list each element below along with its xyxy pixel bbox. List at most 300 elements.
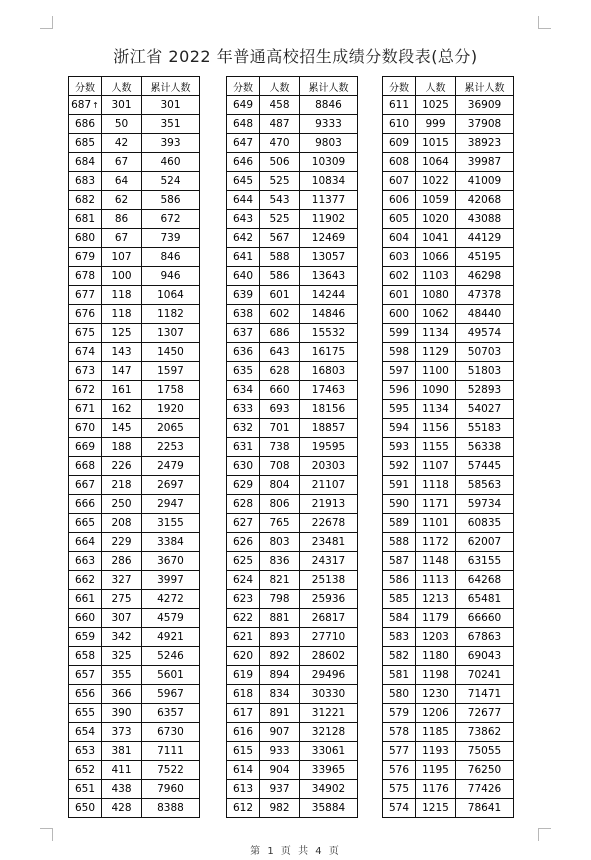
score-cell <box>69 552 102 571</box>
score-cell-value: 604 <box>388 232 410 244</box>
table-row <box>227 305 358 324</box>
count-cell-value: 904 <box>269 764 290 776</box>
score-cell-value: 666 <box>74 498 96 510</box>
score-cell-value: 641 <box>232 251 254 263</box>
score-cell <box>69 628 102 647</box>
score-cell-value: 651 <box>74 783 96 795</box>
cumulative-cell <box>300 115 358 134</box>
count-cell-value: 738 <box>269 441 290 453</box>
table-row <box>227 400 358 419</box>
cumulative-cell-value: 52893 <box>467 384 502 396</box>
score-cell-value: 596 <box>388 384 410 396</box>
cumulative-cell-value: 12469 <box>311 232 346 244</box>
score-cell <box>69 248 102 267</box>
count-cell-value: 62 <box>114 194 129 206</box>
cumulative-cell-value: 10834 <box>311 175 346 187</box>
cumulative-cell <box>300 400 358 419</box>
cumulative-cell <box>456 115 514 134</box>
score-cell-value: 656 <box>74 688 96 700</box>
table-row <box>383 248 514 267</box>
table-row <box>69 419 200 438</box>
cumulative-cell-value: 65481 <box>467 593 502 605</box>
cumulative-cell-value: 2479 <box>157 460 184 472</box>
score-cell <box>69 153 102 172</box>
table-row <box>69 305 200 324</box>
cumulative-cell-value: 393 <box>160 137 181 149</box>
cumulative-cell <box>300 476 358 495</box>
score-cell-value: 575 <box>388 783 410 795</box>
score-cell-value: 685 <box>74 137 96 149</box>
score-cell-value: 615 <box>232 745 254 757</box>
cumulative-cell <box>456 495 514 514</box>
count-cell <box>102 571 142 590</box>
table-row <box>383 780 514 799</box>
count-cell-value: 147 <box>111 365 132 377</box>
score-cell <box>69 609 102 628</box>
score-cell <box>383 742 416 761</box>
cumulative-cell <box>300 780 358 799</box>
cumulative-cell <box>142 457 200 476</box>
count-cell-value: 1118 <box>422 479 449 491</box>
score-cell-value: 598 <box>388 346 410 358</box>
score-cell <box>227 419 260 438</box>
score-cell <box>69 723 102 742</box>
count-cell-value: 1171 <box>422 498 449 510</box>
count-cell <box>102 495 142 514</box>
table-row <box>227 609 358 628</box>
count-cell <box>102 362 142 381</box>
header-cumulative: 累计人数 <box>300 77 358 96</box>
score-cell-value: 619 <box>232 669 254 681</box>
table-row <box>383 723 514 742</box>
cumulative-cell <box>300 628 358 647</box>
cumulative-cell-value: 351 <box>160 118 181 130</box>
cumulative-cell-value: 75055 <box>467 745 502 757</box>
cumulative-cell-value: 30330 <box>311 688 346 700</box>
score-cell-value: 658 <box>74 650 96 662</box>
score-cell-value: 595 <box>388 403 410 415</box>
score-cell-value: 583 <box>388 631 410 643</box>
cumulative-cell <box>456 210 514 229</box>
score-cell-value: 588 <box>388 536 410 548</box>
score-cell <box>383 419 416 438</box>
score-cell <box>69 514 102 533</box>
score-cell-value: 625 <box>232 555 254 567</box>
count-cell <box>102 191 142 210</box>
cumulative-cell <box>456 381 514 400</box>
score-cell <box>227 381 260 400</box>
cumulative-cell-value: 26817 <box>311 612 346 624</box>
count-cell-value: 67 <box>114 156 129 168</box>
score-cell <box>69 115 102 134</box>
score-cell-value: 589 <box>388 517 410 529</box>
cumulative-cell-value: 17463 <box>311 384 346 396</box>
cumulative-cell <box>300 381 358 400</box>
count-cell-value: 428 <box>111 802 132 814</box>
cumulative-cell-value: 72677 <box>467 707 502 719</box>
cumulative-cell <box>456 723 514 742</box>
cumulative-cell-value: 1597 <box>157 365 184 377</box>
count-cell <box>260 343 300 362</box>
table-row <box>383 590 514 609</box>
count-cell-value: 601 <box>269 289 290 301</box>
count-cell <box>416 609 456 628</box>
cumulative-cell <box>456 628 514 647</box>
count-cell <box>260 419 300 438</box>
cumulative-cell <box>300 305 358 324</box>
count-cell-value: 891 <box>269 707 290 719</box>
cumulative-cell <box>142 533 200 552</box>
count-cell-value: 1062 <box>422 308 449 320</box>
score-cell <box>69 761 102 780</box>
cumulative-cell-value: 20303 <box>311 460 346 472</box>
cumulative-cell-value: 33965 <box>311 764 346 776</box>
table-row <box>227 134 358 153</box>
cumulative-cell-value: 19595 <box>311 441 346 453</box>
table-row <box>383 305 514 324</box>
score-cell <box>69 134 102 153</box>
count-cell <box>260 229 300 248</box>
score-cell <box>69 495 102 514</box>
score-cell <box>227 229 260 248</box>
score-cell <box>227 267 260 286</box>
score-cell-value: 574 <box>388 802 410 814</box>
cumulative-cell <box>300 457 358 476</box>
cumulative-cell-value: 8846 <box>315 99 342 111</box>
count-cell-value: 1185 <box>422 726 449 738</box>
score-cell <box>227 400 260 419</box>
count-cell <box>416 172 456 191</box>
count-cell <box>260 514 300 533</box>
header-score: 分数 <box>227 77 260 96</box>
count-cell-value: 1103 <box>422 270 449 282</box>
score-cell-value: 653 <box>74 745 96 757</box>
cumulative-cell-value: 18156 <box>311 403 346 415</box>
header-score: 分数 <box>383 77 416 96</box>
footer-total-pages: 4 <box>315 846 324 857</box>
score-cell <box>227 666 260 685</box>
cumulative-cell-value: 25138 <box>311 574 346 586</box>
cumulative-cell <box>142 172 200 191</box>
table-row <box>69 761 200 780</box>
score-cell <box>227 723 260 742</box>
count-cell <box>102 628 142 647</box>
score-cell <box>383 286 416 305</box>
table-row <box>69 248 200 267</box>
score-cell-value: 662 <box>74 574 96 586</box>
count-cell <box>416 134 456 153</box>
score-cell <box>383 381 416 400</box>
count-cell <box>102 780 142 799</box>
score-cell-value: 600 <box>388 308 410 320</box>
count-cell <box>102 761 142 780</box>
cumulative-cell <box>456 248 514 267</box>
footer-page-number: 1 <box>267 846 276 857</box>
cumulative-cell <box>142 286 200 305</box>
score-cell-value: 652 <box>74 764 96 776</box>
table-row <box>69 115 200 134</box>
count-cell <box>416 267 456 286</box>
cumulative-cell-value: 39987 <box>467 156 502 168</box>
count-cell-value: 1015 <box>422 137 449 149</box>
score-cell-value: 647 <box>232 137 254 149</box>
count-cell <box>102 305 142 324</box>
score-cell-value: 599 <box>388 327 410 339</box>
cumulative-cell-value: 946 <box>160 270 181 282</box>
count-cell <box>260 210 300 229</box>
table-row <box>227 799 358 818</box>
count-cell-value: 588 <box>269 251 290 263</box>
count-cell-value: 708 <box>269 460 290 472</box>
cumulative-cell-value: 64268 <box>467 574 502 586</box>
cumulative-cell-value: 2697 <box>157 479 184 491</box>
score-cell-value: 680 <box>74 232 96 244</box>
header-score: 分数 <box>69 77 102 96</box>
table-row <box>383 191 514 210</box>
cumulative-cell-value: 78641 <box>467 802 502 814</box>
count-cell-value: 107 <box>111 251 132 263</box>
cumulative-cell-value: 35884 <box>311 802 346 814</box>
cumulative-cell <box>456 780 514 799</box>
cumulative-cell <box>142 761 200 780</box>
score-cell-value: 609 <box>388 137 410 149</box>
score-cell <box>383 267 416 286</box>
cumulative-cell-value: 672 <box>160 213 181 225</box>
score-cell <box>69 666 102 685</box>
score-cell-value: 581 <box>388 669 410 681</box>
count-cell-value: 188 <box>111 441 132 453</box>
count-cell <box>102 343 142 362</box>
cumulative-cell-value: 5601 <box>157 669 184 681</box>
table-row <box>227 533 358 552</box>
count-cell-value: 390 <box>111 707 132 719</box>
score-cell <box>69 533 102 552</box>
table-row <box>69 723 200 742</box>
score-cell-value: 580 <box>388 688 410 700</box>
table-row <box>383 457 514 476</box>
count-cell <box>102 799 142 818</box>
score-cell <box>383 457 416 476</box>
score-cell <box>69 419 102 438</box>
table-row <box>383 799 514 818</box>
count-cell-value: 937 <box>269 783 290 795</box>
table-row <box>69 362 200 381</box>
table-row <box>69 96 200 115</box>
count-cell-value: 229 <box>111 536 132 548</box>
count-cell-value: 1206 <box>422 707 449 719</box>
count-cell <box>260 571 300 590</box>
table-row <box>227 761 358 780</box>
count-cell <box>102 476 142 495</box>
score-cell <box>383 799 416 818</box>
score-cell-value: 626 <box>232 536 254 548</box>
cumulative-cell-value: 22678 <box>311 517 346 529</box>
score-cell-value: 629 <box>232 479 254 491</box>
cumulative-cell <box>142 153 200 172</box>
cumulative-cell <box>456 533 514 552</box>
table-row <box>227 476 358 495</box>
count-cell-value: 602 <box>269 308 290 320</box>
page-footer <box>0 842 591 857</box>
cumulative-cell <box>142 115 200 134</box>
count-cell-value: 118 <box>111 289 132 301</box>
count-cell-value: 821 <box>269 574 290 586</box>
score-cell <box>69 438 102 457</box>
score-cell <box>227 457 260 476</box>
count-cell-value: 325 <box>111 650 132 662</box>
count-cell <box>416 362 456 381</box>
count-cell <box>416 115 456 134</box>
score-cell-value: 644 <box>232 194 254 206</box>
count-cell-value: 86 <box>114 213 129 225</box>
score-cell <box>227 704 260 723</box>
cumulative-cell-value: 42068 <box>467 194 502 206</box>
cumulative-cell <box>456 229 514 248</box>
score-cell <box>383 400 416 419</box>
cumulative-cell-value: 57445 <box>467 460 502 472</box>
count-cell-value: 1080 <box>422 289 449 301</box>
cumulative-cell-value: 59734 <box>467 498 502 510</box>
page-corner-mark <box>538 828 551 841</box>
score-cell-value: 601 <box>388 289 410 301</box>
count-cell-value: 50 <box>114 118 129 130</box>
cumulative-cell <box>300 191 358 210</box>
count-cell <box>260 153 300 172</box>
cumulative-cell <box>300 438 358 457</box>
cumulative-cell <box>142 609 200 628</box>
count-cell-value: 458 <box>269 99 290 111</box>
cumulative-cell <box>300 172 358 191</box>
count-cell <box>260 286 300 305</box>
count-cell-value: 1134 <box>422 403 449 415</box>
score-cell-value: 677 <box>74 289 96 301</box>
cumulative-cell-value: 3997 <box>157 574 184 586</box>
count-cell-value: 1148 <box>422 555 449 567</box>
table-row <box>383 533 514 552</box>
cumulative-cell-value: 5967 <box>157 688 184 700</box>
table-row <box>227 286 358 305</box>
count-cell <box>416 286 456 305</box>
page-corner-mark <box>40 16 53 29</box>
cumulative-cell <box>456 571 514 590</box>
cumulative-cell <box>142 685 200 704</box>
count-cell-value: 506 <box>269 156 290 168</box>
table-row <box>227 229 358 248</box>
cumulative-cell-value: 7960 <box>157 783 184 795</box>
cumulative-cell <box>142 799 200 818</box>
cumulative-cell-value: 2253 <box>157 441 184 453</box>
count-cell <box>260 457 300 476</box>
count-cell <box>416 666 456 685</box>
count-cell <box>102 609 142 628</box>
count-cell <box>102 552 142 571</box>
score-cell-value: 611 <box>388 99 410 111</box>
score-cell-value: 660 <box>74 612 96 624</box>
count-cell <box>260 685 300 704</box>
score-cell <box>227 362 260 381</box>
cumulative-cell-value: 14244 <box>311 289 346 301</box>
table-row <box>69 495 200 514</box>
cumulative-cell-value: 4579 <box>157 612 184 624</box>
count-cell-value: 933 <box>269 745 290 757</box>
score-cell-value: 686 <box>74 118 96 130</box>
count-cell <box>260 609 300 628</box>
score-cell-value: 634 <box>232 384 254 396</box>
table-row <box>69 514 200 533</box>
count-cell-value: 834 <box>269 688 290 700</box>
count-cell <box>102 286 142 305</box>
cumulative-cell-value: 3155 <box>157 517 184 529</box>
score-cell <box>227 647 260 666</box>
count-cell-value: 145 <box>111 422 132 434</box>
cumulative-cell-value: 55183 <box>467 422 502 434</box>
count-cell-value: 67 <box>114 232 129 244</box>
count-cell <box>416 761 456 780</box>
cumulative-cell <box>300 267 358 286</box>
count-cell-value: 660 <box>269 384 290 396</box>
cumulative-cell <box>300 153 358 172</box>
count-cell <box>416 590 456 609</box>
score-cell <box>383 115 416 134</box>
cumulative-cell <box>142 324 200 343</box>
cumulative-cell <box>300 609 358 628</box>
score-cell <box>69 647 102 666</box>
cumulative-cell <box>456 590 514 609</box>
table-row <box>69 286 200 305</box>
table-row <box>227 666 358 685</box>
table-row <box>69 134 200 153</box>
cumulative-cell <box>300 723 358 742</box>
score-cell <box>227 742 260 761</box>
score-cell <box>383 248 416 267</box>
score-cell <box>69 191 102 210</box>
cumulative-cell <box>142 400 200 419</box>
table-row <box>69 267 200 286</box>
score-cell <box>383 96 416 115</box>
cumulative-cell <box>300 324 358 343</box>
table-row <box>383 552 514 571</box>
cumulative-cell <box>142 191 200 210</box>
table-row <box>383 172 514 191</box>
cumulative-cell <box>456 267 514 286</box>
score-cell-value: 663 <box>74 555 96 567</box>
table-row <box>383 343 514 362</box>
score-cell-value: 646 <box>232 156 254 168</box>
count-cell <box>260 438 300 457</box>
count-cell <box>102 514 142 533</box>
cumulative-cell <box>300 666 358 685</box>
count-cell-value: 1156 <box>422 422 449 434</box>
count-cell-value: 275 <box>111 593 132 605</box>
score-cell-value: 649 <box>232 99 254 111</box>
score-cell-value: 639 <box>232 289 254 301</box>
score-cell <box>69 267 102 286</box>
cumulative-cell <box>142 552 200 571</box>
score-cell <box>227 172 260 191</box>
score-cell <box>227 780 260 799</box>
score-cell-value: 668 <box>74 460 96 472</box>
cumulative-cell-value: 44129 <box>467 232 502 244</box>
score-cell <box>383 324 416 343</box>
cumulative-cell-value: 43088 <box>467 213 502 225</box>
score-cell <box>227 476 260 495</box>
header-cumulative: 累计人数 <box>142 77 200 96</box>
score-cell-value: 603 <box>388 251 410 263</box>
score-cell <box>69 571 102 590</box>
table-row <box>383 381 514 400</box>
cumulative-cell <box>142 362 200 381</box>
page-title: 浙江省 2022 年普通高校招生成绩分数段表(总分) <box>113 47 478 66</box>
